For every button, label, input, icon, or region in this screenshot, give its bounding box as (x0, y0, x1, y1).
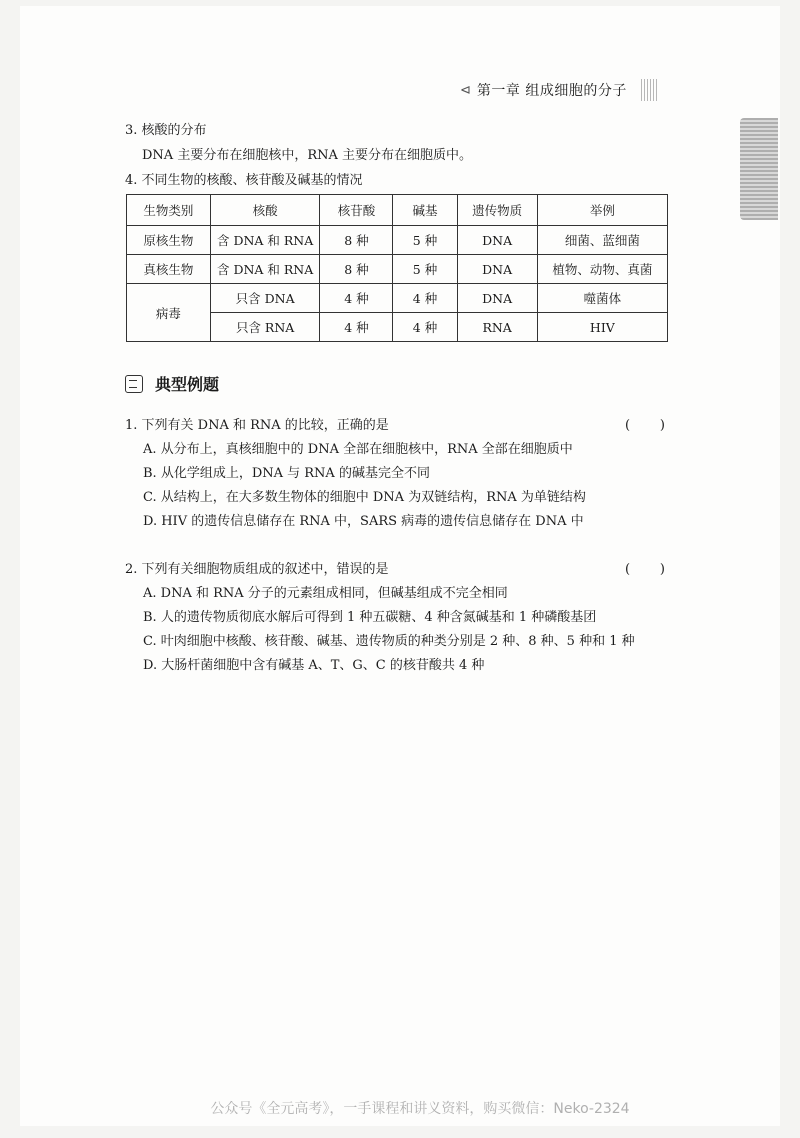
table-cell: 含 DNA 和 RNA (210, 255, 320, 284)
table-row (127, 255, 668, 284)
question-2-option-d: D. 大肠杆菌细胞中含有碱基 A、T、G、C 的核苷酸共 4 种 (143, 658, 485, 673)
examples-title: 典型例题 (155, 375, 220, 394)
side-thumb-tab (740, 118, 778, 220)
question-2-option-a: A. DNA 和 RNA 分子的元素组成相同，但碱基组成不完全相同 (143, 586, 508, 601)
table-cell: 4 种 (393, 284, 457, 313)
examples-heading (125, 372, 219, 395)
table-cell: 噬菌体 (537, 284, 667, 313)
table-cell: 细菌、蓝细菌 (537, 226, 667, 255)
table-cell: 8 种 (320, 255, 393, 284)
answer-blank (625, 558, 665, 582)
section-4-title: 4. 不同生物的核酸、核苷酸及碱基的情况 (125, 173, 363, 188)
question-1-option-c: C. 从结构上，在大多数生物体的细胞中 DNA 为双链结构，RNA 为单链结构 (143, 490, 586, 505)
table-header-row (127, 195, 668, 226)
question-stem (125, 414, 665, 438)
table-cell: 4 种 (320, 313, 393, 342)
question-1-option-d: D. HIV 的遗传信息储存在 RNA 中，SARS 病毒的遗传信息储存在 DNA 中 (143, 514, 584, 529)
footer-watermark: 公众号《全元高考》，一手课程和讲义资料，购买微信：Neko-2324 (210, 1101, 630, 1117)
question-stem (125, 558, 665, 582)
table-cell: 原核生物 (127, 226, 211, 255)
section-3-title: 3. 核酸的分布 (125, 123, 207, 138)
table-cell: 含 DNA 和 RNA (210, 226, 320, 255)
table-row (127, 226, 668, 255)
question-1-option-b: B. 从化学组成上，DNA 与 RNA 的碱基完全不同 (143, 466, 430, 481)
table-cell: 真核生物 (127, 255, 211, 284)
table-row (127, 284, 668, 313)
table-cell: 5 种 (393, 226, 457, 255)
table-cell: 4 种 (393, 313, 457, 342)
paren-open: ( (625, 562, 631, 577)
table-cell-virus: 病毒 (127, 284, 211, 342)
table-header-cell: 碱基 (393, 195, 457, 226)
table-cell: RNA (457, 313, 537, 342)
section-3-body: DNA 主要分布在细胞核中，RNA 主要分布在细胞质中。 (142, 148, 473, 163)
paren-close: ) (659, 418, 665, 433)
question-2-option-c: C. 叶肉细胞中核酸、核苷酸、碱基、遗传物质的种类分别是 2 种、8 种、5 种和 1 种 (143, 634, 635, 649)
table-cell: 8 种 (320, 226, 393, 255)
table-cell: HIV (537, 313, 667, 342)
table-header-cell: 生物类别 (127, 195, 211, 226)
nucleic-acid-table (126, 194, 668, 342)
question-2 (125, 558, 665, 678)
table-cell: DNA (457, 226, 537, 255)
table-header-cell: 核苷酸 (320, 195, 393, 226)
table-header-cell: 遗传物质 (457, 195, 537, 226)
question-1-option-a: A. 从分布上，真核细胞中的 DNA 全部在细胞核中，RNA 全部在细胞质中 (143, 442, 573, 457)
chapter-marker-icon: ⊲ (460, 82, 471, 98)
question-2-option-b: B. 人的遗传物质彻底水解后可得到 1 种五碳糖、4 种含氮碱基和 1 种磷酸基团 (143, 610, 597, 625)
table-cell: 只含 RNA (210, 313, 320, 342)
question-1 (125, 414, 665, 534)
paren-open: ( (625, 418, 631, 433)
example-notes-icon (125, 375, 143, 393)
answer-blank (625, 414, 665, 438)
table-cell: 5 种 (393, 255, 457, 284)
document-page (20, 6, 780, 1126)
running-header (460, 76, 690, 104)
header-decoration (641, 79, 659, 101)
table-cell: 4 种 (320, 284, 393, 313)
table-cell: 植物、动物、真菌 (537, 255, 667, 284)
chapter-title: 第一章 组成细胞的分子 (476, 83, 627, 99)
table-cell: DNA (457, 255, 537, 284)
table-header-cell: 举例 (537, 195, 667, 226)
table-cell: DNA (457, 284, 537, 313)
question-2-stem: 2. 下列有关细胞物质组成的叙述中，错误的是 (125, 562, 389, 577)
table-cell: 只含 DNA (210, 284, 320, 313)
paren-close: ) (659, 562, 665, 577)
table-header-cell: 核酸 (210, 195, 320, 226)
question-1-stem: 1. 下列有关 DNA 和 RNA 的比较，正确的是 (125, 418, 389, 433)
